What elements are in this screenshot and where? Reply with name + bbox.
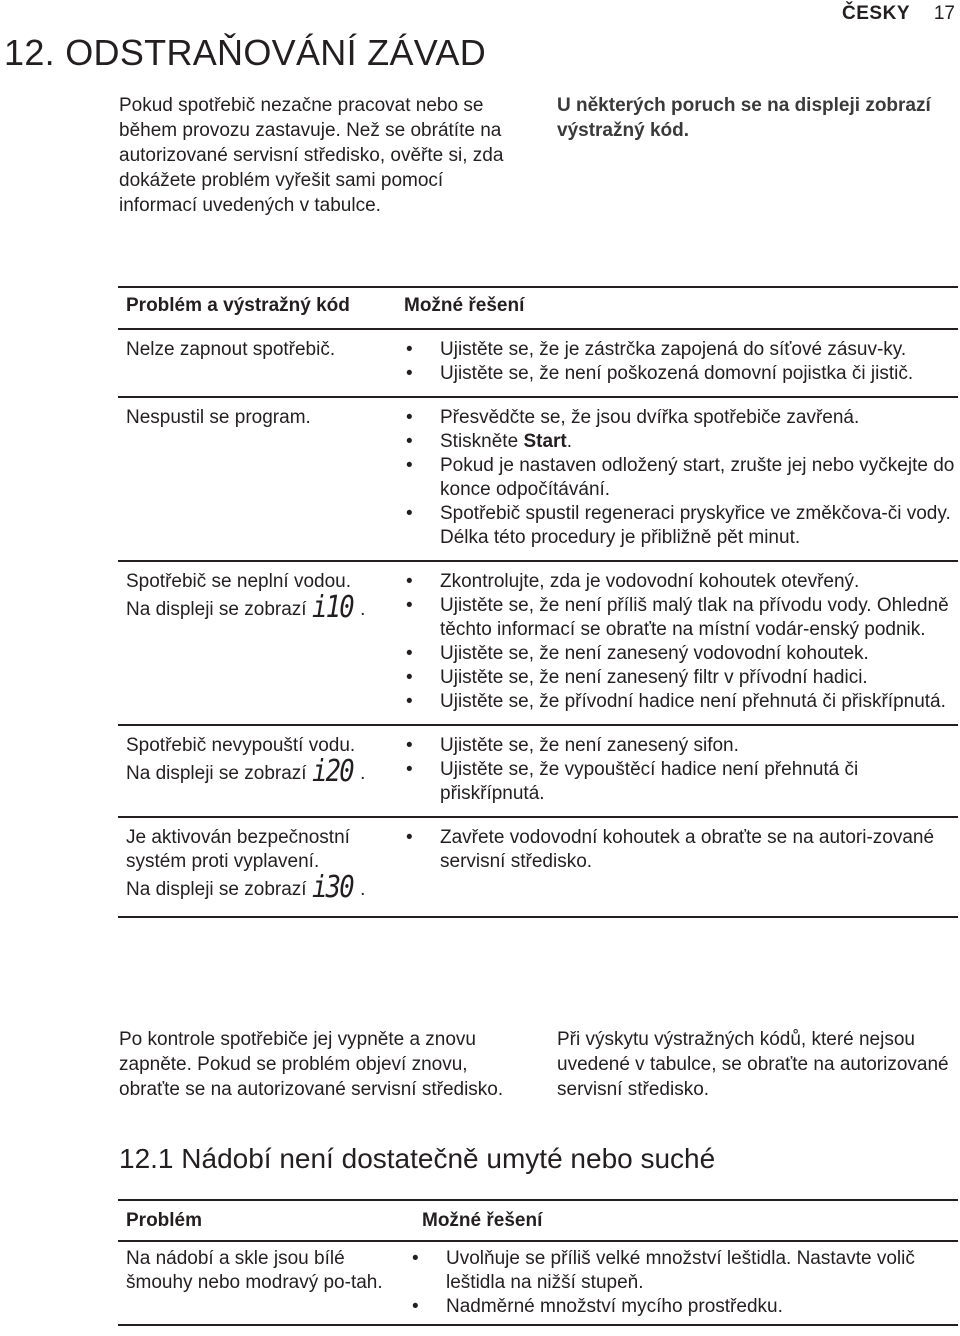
solution-item: • Ujistěte se, že není zanesený sifon. xyxy=(404,734,958,758)
solution-list xyxy=(410,1247,958,1319)
solution-item: • Zavřete vodovodní kohoutek a obraťte se na autori-zované servisní středisko. xyxy=(404,826,958,874)
solution-item: • Stiskněte Start. xyxy=(404,430,958,454)
display-prefix: Na displeji se zobrazí xyxy=(126,879,307,900)
solution-item: • Pokud je nastaven odložený start, zrušte jej nebo vyčkejte do konce odpočítávání. xyxy=(404,454,958,502)
solution-item: • Ujistěte se, že je zástrčka zapojená do síťové zásuv-ky. xyxy=(404,338,958,362)
solution-item: • Ujistěte se, že není poškozená domovní pojistka či jistič. xyxy=(404,362,958,386)
problem-text: Spotřebič nevypouští vodu. xyxy=(126,735,356,756)
intro-warning-text: U některých poruch se na displeji zobrazí výstražný kód. xyxy=(557,95,931,141)
after-check-text: Po kontrole spotřebiče jej vypněte a znovu zapněte. Pokud se problém objeví znovu, obraťte se na autorizované servisní středisko. xyxy=(119,1029,504,1100)
display-prefix: Na displeji se zobrazí xyxy=(126,599,307,620)
problem-text: Spotřebič se neplní vodou. xyxy=(126,571,351,592)
solution-item: • Přesvědčte se, že jsou dvířka spotřebiče zavřená. xyxy=(404,406,958,430)
warning-code: i10 xyxy=(311,590,353,625)
solution-cell xyxy=(396,397,958,561)
warning-code: i30 xyxy=(311,870,353,905)
solution-item: • Ujistěte se, že není zanesený vodovodní kohoutek. xyxy=(404,642,958,666)
solution-item: • Zkontrolujte, zda je vodovodní kohoutek otevřený. xyxy=(404,570,958,594)
troubleshooting-table xyxy=(118,286,958,918)
solution-list xyxy=(404,826,958,874)
problem-text: Je aktivován bezpečnostní systém proti vyplavení. xyxy=(126,827,350,872)
solution-list xyxy=(404,338,958,386)
solution-item: • Nadměrné množství mycího prostředku. xyxy=(410,1295,958,1319)
problem-cell xyxy=(118,725,396,817)
display-prefix: Na displeji se zobrazí xyxy=(126,763,307,784)
start-button-name: Start xyxy=(523,431,567,452)
display-code-line: Na displeji se zobrazí i30 . xyxy=(126,870,366,905)
solution-item: • Ujistěte se, že přívodní hadice není přehnutá či přiskřípnutá. xyxy=(404,690,958,714)
table-row xyxy=(118,329,958,397)
column-header-problem: Problém xyxy=(118,1200,414,1241)
column-header-solution: Možné řešení xyxy=(396,287,958,329)
solution-cell xyxy=(396,329,958,397)
solution-list xyxy=(404,406,958,550)
warning-code: i20 xyxy=(311,754,353,789)
column-header-problem: Problém a výstražný kód xyxy=(118,287,396,329)
solution-list xyxy=(404,570,958,714)
subsection-title: 12.1 Nádobí není dostatečně umyté nebo suché xyxy=(119,1143,716,1174)
solution-cell xyxy=(396,561,958,725)
table-row xyxy=(118,817,958,917)
table-header-row xyxy=(118,287,958,329)
display-code-line: Na displeji se zobrazí i10 . xyxy=(126,590,366,625)
problem-text: Nespustil se program. xyxy=(126,407,311,428)
problem-cell: Na nádobí a skle jsou bílé šmouhy nebo modravý po-tah. xyxy=(118,1241,414,1325)
problem-cell xyxy=(118,561,396,725)
header-language: ČESKY xyxy=(842,3,910,24)
solution-item: • Ujistěte se, že není příliš malý tlak na přívodu vody. Ohledně těchto informací se obraťte na místní vodár-enský podnik. xyxy=(404,594,958,642)
washing-results-table xyxy=(118,1199,958,1326)
solution-cell xyxy=(414,1241,958,1325)
solution-item: • Uvolňuje se příliš velké množství leštidla. Nastavte volič leštidla na nižší stupeň. xyxy=(410,1247,958,1295)
table-row xyxy=(118,1241,958,1325)
page-number: 17 xyxy=(933,3,955,24)
column-header-solution: Možné řešení xyxy=(414,1200,958,1241)
problem-text: Nelze zapnout spotřebič. xyxy=(126,339,336,360)
problem-cell xyxy=(118,817,396,917)
table-row xyxy=(118,397,958,561)
solution-list xyxy=(404,734,958,806)
solution-item: • Ujistěte se, že vypouštěcí hadice není přehnutá či přiskřípnutá. xyxy=(404,758,958,806)
solution-item: • Ujistěte se, že není zanesený filtr v přívodní hadici. xyxy=(404,666,958,690)
intro-text: Pokud spotřebič nezačne pracovat nebo se během provozu zastavuje. Než se obrátíte na autorizované servisní středisko, ověřte si, zda dokážete problém vyřešit sami pomocí informací uvedených v tabulce. xyxy=(119,95,504,216)
table-row xyxy=(118,561,958,725)
problem-cell xyxy=(118,397,396,561)
table-header-row xyxy=(118,1200,958,1241)
table-row xyxy=(118,725,958,817)
unlisted-codes-text: Při výskytu výstražných kódů, které nejsou uvedené v tabulce, se obraťte na autorizované servisní středisko. xyxy=(557,1029,949,1100)
problem-cell xyxy=(118,329,396,397)
display-code-line: Na displeji se zobrazí i20 . xyxy=(126,754,366,789)
solution-cell xyxy=(396,817,958,917)
solution-item: • Spotřebič spustil regeneraci pryskyřice ve změkčova-či vody. Délka této procedury je přibližně pět minut. xyxy=(404,502,958,550)
solution-cell xyxy=(396,725,958,817)
section-title: 12. ODSTRAŇOVÁNÍ ZÁVAD xyxy=(4,32,487,73)
